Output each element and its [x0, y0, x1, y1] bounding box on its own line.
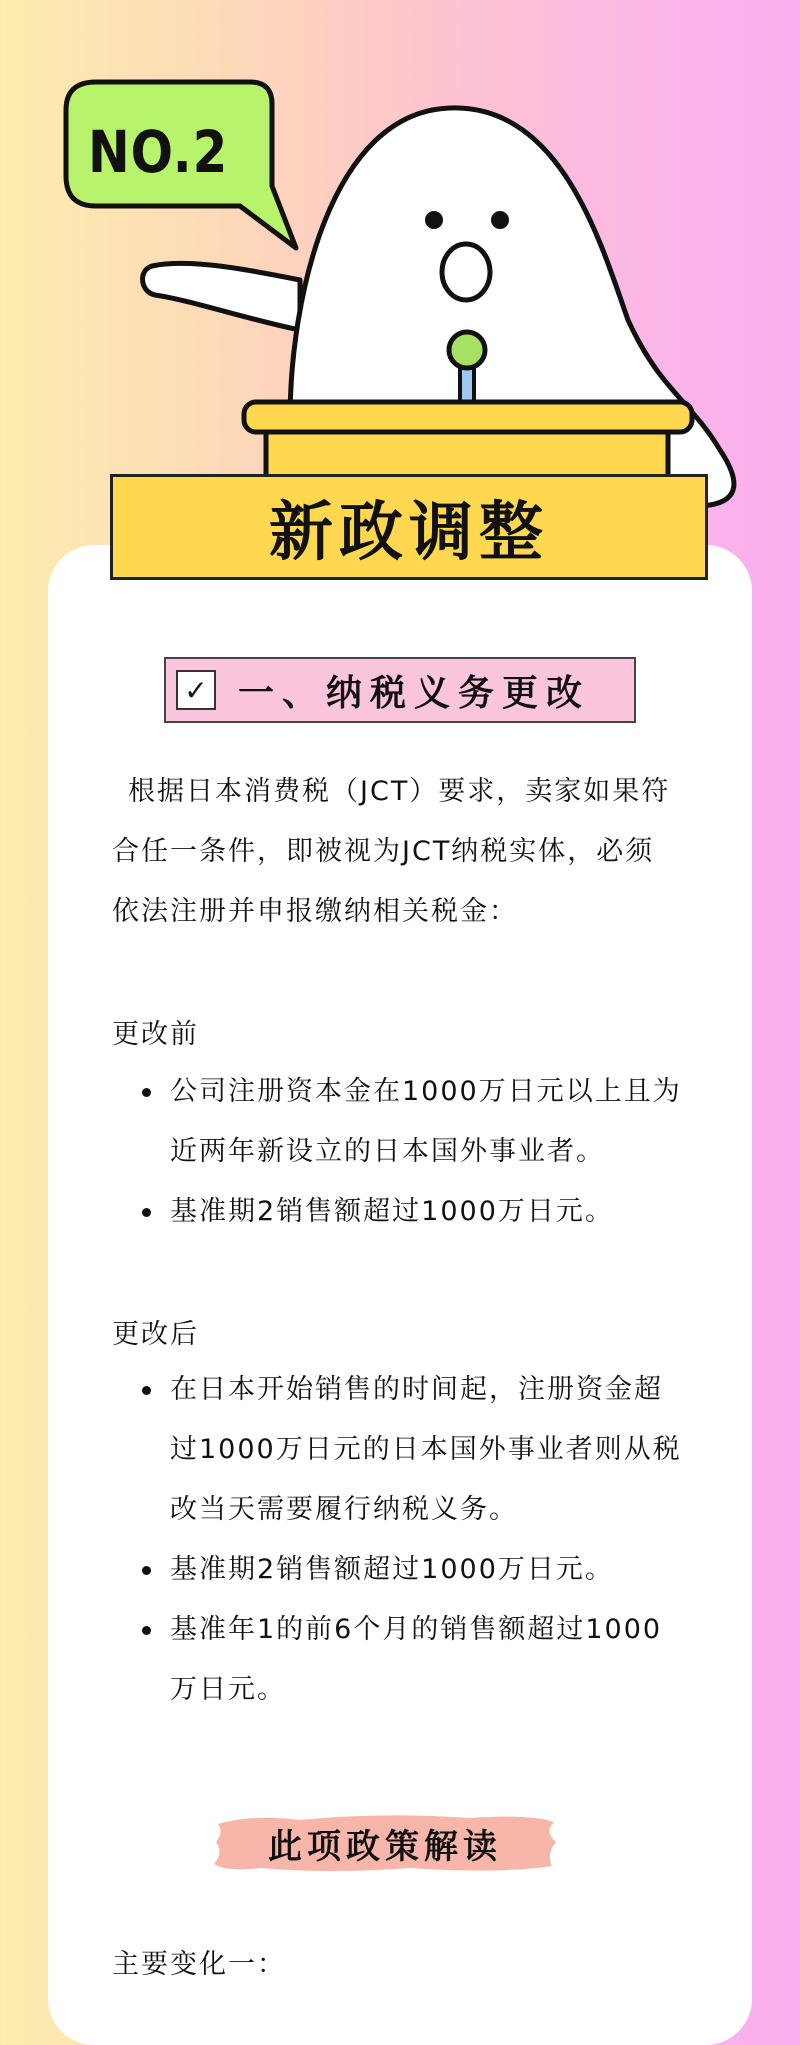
mascot-right-eye	[491, 211, 509, 229]
intro-line: 合任一条件，即被视为JCT纳税实体，必须	[112, 836, 655, 867]
list-item-line: 近两年新设立的日本国外事业者。	[170, 1136, 605, 1167]
list-item	[112, 1182, 712, 1242]
mascot-left-eye	[425, 211, 443, 229]
list-item	[112, 1062, 712, 1182]
after-list	[112, 1360, 712, 1720]
microphone-icon	[449, 332, 485, 368]
list-item-line: 基准期2销售额超过1000万日元。	[170, 1196, 614, 1227]
interpretation-heading: 此项政策解读	[268, 1826, 502, 1867]
list-item-line: 改当天需要履行纳税义务。	[170, 1494, 518, 1525]
bullet-icon	[142, 1386, 151, 1395]
list-item-line: 基准期2销售额超过1000万日元。	[170, 1554, 614, 1585]
bullet-icon	[142, 1566, 151, 1575]
section-heading: 一、纳税义务更改	[238, 672, 591, 714]
list-item	[112, 1360, 712, 1540]
checkbox-icon: ✓	[176, 670, 216, 710]
bullet-icon	[142, 1208, 151, 1217]
main-change-label: 主要变化一：	[112, 1949, 286, 1980]
after-label: 更改后	[112, 1319, 199, 1350]
list-item	[112, 1540, 712, 1600]
bullet-icon	[142, 1088, 151, 1097]
title-banner	[110, 474, 708, 580]
list-item-line: 基准年1的前6个月的销售额超过1000	[170, 1614, 663, 1645]
list-item	[112, 1600, 712, 1720]
list-item-line: 过1000万日元的日本国外事业者则从税	[170, 1434, 682, 1465]
list-item-line: 公司注册资本金在1000万日元以上且为	[170, 1076, 682, 1107]
mascot-left-arm	[143, 263, 300, 330]
page-title: 新政调整	[269, 496, 549, 570]
list-item-line: 万日元。	[170, 1674, 286, 1705]
podium-top	[244, 402, 692, 432]
before-label: 更改前	[112, 1019, 199, 1050]
before-list	[112, 1062, 712, 1242]
bullet-icon	[142, 1626, 151, 1635]
section-header	[164, 657, 636, 723]
intro-line: 根据日本消费税（JCT）要求，卖家如果符	[128, 776, 671, 807]
intro-line: 依法注册并申报缴纳相关税金：	[112, 896, 518, 927]
mascot-mouth	[442, 244, 490, 300]
intro-paragraph	[112, 762, 712, 942]
list-item-line: 在日本开始销售的时间起，注册资金超	[170, 1374, 663, 1405]
badge-number: NO.2	[88, 118, 229, 186]
